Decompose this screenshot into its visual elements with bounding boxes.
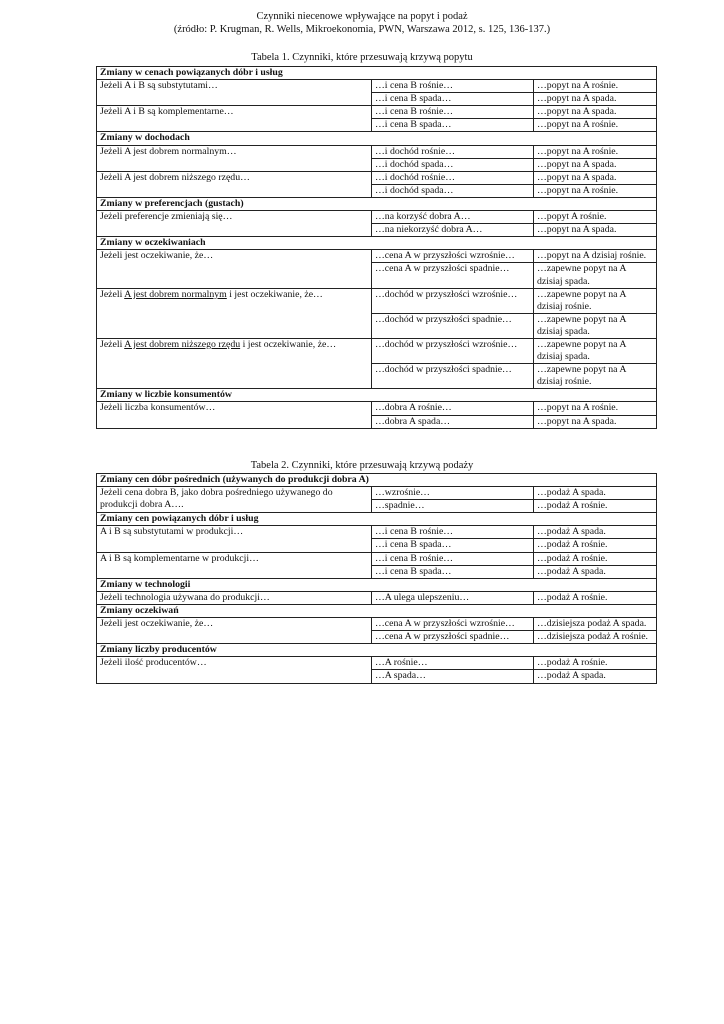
effect-cell: …popyt na A spada. <box>534 106 657 119</box>
change-cell: …i cena B rośnie… <box>372 552 534 565</box>
effect-cell: …podaż A rośnie. <box>534 552 657 565</box>
effect-cell: …podaż A spada. <box>534 526 657 539</box>
section-title: Zmiany w oczekiwaniach <box>97 237 657 250</box>
condition-cell <box>97 250 372 288</box>
section-title: Zmiany w dochodach <box>97 132 657 145</box>
section-header-row <box>97 474 657 487</box>
condition-cell <box>97 288 372 338</box>
change-cell: …i dochód rośnie… <box>372 145 534 158</box>
effect-cell: …dzisiejsza podaż A rośnie. <box>534 631 657 644</box>
document-title: Czynniki niecenowe wpływające na popyt i podaż <box>256 11 468 22</box>
effect-cell: …podaż A spada. <box>534 565 657 578</box>
effect-cell: …popyt na A spada. <box>534 415 657 428</box>
change-cell: …cena A w przyszłości spadnie… <box>372 263 534 288</box>
condition-cell <box>97 591 372 604</box>
change-cell: …cena A w przyszłości wzrośnie… <box>372 618 534 631</box>
effect-cell: …podaż A spada. <box>534 670 657 683</box>
document-source: (źródło: P. Krugman, R. Wells, Mikroekonomia, PWN, Warszawa 2012, s. 125, 136-137.) <box>173 24 551 35</box>
change-cell: …i dochód rośnie… <box>372 171 534 184</box>
effect-cell: …popyt na A rośnie. <box>534 402 657 415</box>
supply-factors-table <box>96 473 657 684</box>
condition-text: Jeżeli A jest dobrem normalnym… <box>100 145 237 157</box>
table-row <box>97 338 657 363</box>
table-row <box>97 657 657 670</box>
effect-cell: …podaż A rośnie. <box>534 591 657 604</box>
condition-text: A i B są substytutami w produkcji… <box>100 526 244 538</box>
effect-cell: …zapewne popyt na A dzisiaj spada. <box>534 338 657 363</box>
demand-factors-table <box>96 66 657 429</box>
effect-cell: …zapewne popyt na A dzisiaj rośnie. <box>534 288 657 313</box>
section-header-row <box>97 644 657 657</box>
change-cell: …i dochód spada… <box>372 158 534 171</box>
effect-cell: …zapewne popyt na A dzisiaj rośnie. <box>534 364 657 389</box>
effect-cell: …popyt na A rośnie. <box>534 145 657 158</box>
effect-cell: …podaż A spada. <box>534 487 657 500</box>
change-cell: …dobra A rośnie… <box>372 402 534 415</box>
effect-cell: …popyt A rośnie. <box>534 211 657 224</box>
effect-cell: …popyt na A spada. <box>534 158 657 171</box>
change-cell: …wzrośnie… <box>372 487 534 500</box>
condition-text: Jeżeli <box>100 288 125 300</box>
change-cell: …na korzyść dobra A… <box>372 211 534 224</box>
change-cell: …i cena B rośnie… <box>372 526 534 539</box>
section-header-row <box>97 389 657 402</box>
condition-cell <box>97 80 372 106</box>
section-header-row <box>97 197 657 210</box>
condition-text: Jeżeli liczba konsumentów… <box>100 402 216 414</box>
change-cell: …i cena B rośnie… <box>372 106 534 119</box>
table1-caption: Tabela 1. Czynniki, które przesuwają krzywą popytu <box>251 52 473 63</box>
condition-text: A jest dobrem niższego rzędu <box>124 338 241 350</box>
document-header <box>0 10 724 36</box>
condition-text: A i B są komplementarne w produkcji… <box>100 552 259 564</box>
section-header-row <box>97 132 657 145</box>
condition-cell <box>97 171 372 197</box>
section-title: Zmiany w preferencjach (gustach) <box>97 197 657 210</box>
table-row <box>97 552 657 565</box>
condition-cell <box>97 211 372 237</box>
condition-text: A jest dobrem normalnym <box>124 288 227 300</box>
change-cell: …dochód w przyszłości wzrośnie… <box>372 338 534 363</box>
table-row <box>97 211 657 224</box>
change-cell: …i cena B spada… <box>372 539 534 552</box>
effect-cell: …zapewne popyt na A dzisiaj spada. <box>534 263 657 288</box>
change-cell: …dochód w przyszłości spadnie… <box>372 313 534 338</box>
table-row <box>97 106 657 119</box>
change-cell: …A rośnie… <box>372 657 534 670</box>
condition-text: Jeżeli technologia używana do produkcji… <box>100 591 270 603</box>
condition-text: Jeżeli A i B są komplementarne… <box>100 106 234 118</box>
table-row <box>97 526 657 539</box>
effect-cell: …podaż A rośnie. <box>534 500 657 513</box>
change-cell: …A ulega ulepszeniu… <box>372 591 534 604</box>
change-cell: …na niekorzyść dobra A… <box>372 224 534 237</box>
change-cell: …dobra A spada… <box>372 415 534 428</box>
effect-cell: …popyt na A spada. <box>534 171 657 184</box>
change-cell: …i cena B spada… <box>372 565 534 578</box>
effect-cell: …podaż A rośnie. <box>534 539 657 552</box>
condition-cell <box>97 526 372 552</box>
change-cell: …i cena B spada… <box>372 119 534 132</box>
table2-caption: Tabela 2. Czynniki, które przesuwają krzywą podaży <box>250 460 474 471</box>
section-header-row <box>97 237 657 250</box>
section-title: Zmiany w liczbie konsumentów <box>97 389 657 402</box>
table-row <box>97 80 657 93</box>
change-cell: …i dochód spada… <box>372 184 534 197</box>
effect-cell: …podaż A rośnie. <box>534 657 657 670</box>
section-header-row <box>97 604 657 617</box>
condition-cell <box>97 106 372 132</box>
effect-cell: …popyt na A spada. <box>534 93 657 106</box>
condition-text: i jest oczekiwanie, że… <box>240 338 337 350</box>
section-title: Zmiany cen dóbr pośrednich (używanych do produkcji dobra A) <box>97 474 657 487</box>
section-title: Zmiany oczekiwań <box>97 604 657 617</box>
effect-cell: …dzisiejsza podaż A spada. <box>534 618 657 631</box>
effect-cell: …popyt na A dzisiaj rośnie. <box>534 250 657 263</box>
condition-text: Jeżeli jest oczekiwanie, że… <box>100 618 214 630</box>
condition-text: i jest oczekiwanie, że… <box>226 288 323 300</box>
change-cell: …cena A w przyszłości spadnie… <box>372 631 534 644</box>
effect-cell: …popyt na A rośnie. <box>534 184 657 197</box>
condition-cell <box>97 338 372 388</box>
change-cell: …A spada… <box>372 670 534 683</box>
change-cell: …dochód w przyszłości wzrośnie… <box>372 288 534 313</box>
table-row <box>97 402 657 415</box>
condition-cell <box>97 618 372 644</box>
change-cell: …cena A w przyszłości wzrośnie… <box>372 250 534 263</box>
section-header-row <box>97 67 657 80</box>
condition-cell <box>97 657 372 683</box>
table-row <box>97 250 657 263</box>
change-cell: …dochód w przyszłości spadnie… <box>372 364 534 389</box>
table-row <box>97 591 657 604</box>
effect-cell: …zapewne popyt na A dzisiaj spada. <box>534 313 657 338</box>
condition-cell <box>97 552 372 578</box>
change-cell: …i cena B rośnie… <box>372 80 534 93</box>
table-row <box>97 171 657 184</box>
condition-text: Jeżeli preferencje zmieniają się… <box>100 211 233 223</box>
table-row <box>97 288 657 313</box>
section-title: Zmiany cen powiązanych dóbr i usług <box>97 513 657 526</box>
effect-cell: …popyt na A spada. <box>534 224 657 237</box>
condition-text: Jeżeli ilość producentów… <box>100 657 207 669</box>
condition-text: Jeżeli <box>100 338 125 350</box>
condition-cell <box>97 487 372 513</box>
condition-cell <box>97 402 372 428</box>
table-row <box>97 618 657 631</box>
section-title: Zmiany liczby producentów <box>97 644 657 657</box>
condition-text: Jeżeli cena dobra B, jako dobra pośredniego używanego do produkcji dobra A…. <box>100 487 333 511</box>
section-header-row <box>97 578 657 591</box>
table-row <box>97 145 657 158</box>
condition-text: Jeżeli A jest dobrem niższego rzędu… <box>100 171 250 183</box>
condition-text: Jeżeli jest oczekiwanie, że… <box>100 250 214 262</box>
section-title: Zmiany w technologii <box>97 578 657 591</box>
condition-text: Jeżeli A i B są substytutami… <box>100 80 218 92</box>
effect-cell: …popyt na A rośnie. <box>534 119 657 132</box>
change-cell: …i cena B spada… <box>372 93 534 106</box>
section-header-row <box>97 513 657 526</box>
effect-cell: …popyt na A rośnie. <box>534 80 657 93</box>
table-row <box>97 487 657 500</box>
section-title: Zmiany w cenach powiązanych dóbr i usług <box>97 67 657 80</box>
change-cell: …spadnie… <box>372 500 534 513</box>
condition-cell <box>97 145 372 171</box>
